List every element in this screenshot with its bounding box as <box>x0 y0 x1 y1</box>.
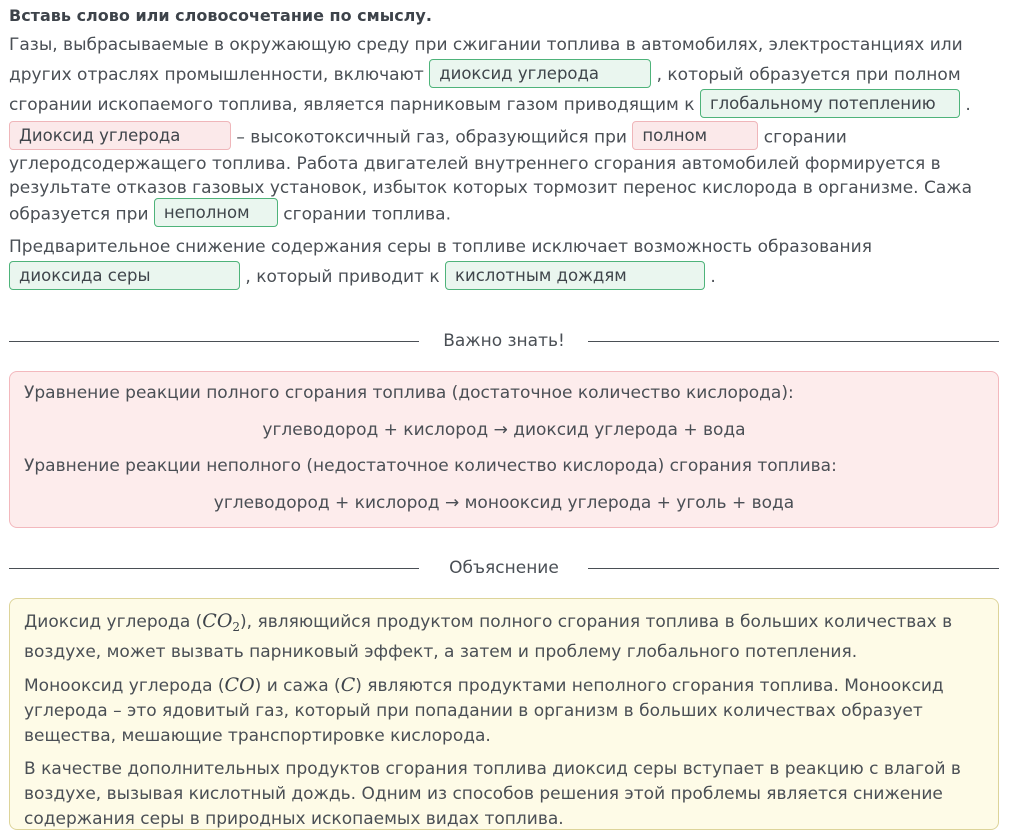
answer-gap-complete-wrong[interactable]: полном <box>632 121 758 150</box>
answer-gap-global-warming[interactable]: глобальному потеплению <box>700 89 960 118</box>
exercise-page <box>9 0 999 829</box>
task-title: Вставь слово или словосочетание по смыслу. <box>9 6 432 25</box>
para3-text-1: Предварительное снижение содержания серы в топливе исключает возможность образования <box>9 237 872 257</box>
answer-gap-acid-rain[interactable]: кислотным дождям <box>445 261 705 290</box>
para1-text-2: , который образуется при полном сгорании ископаемого топлива, является парниковым газом приводящим к <box>9 65 961 115</box>
explanation-paragraph-3: В качестве дополнительных продуктов сгорания топлива диоксид серы вступает в реакцию с влагой в воздухе, вызывая кислотный дождь. Одним из способов решения этой проблемы является снижение содержания серы в природных ископаемых видах топлива. <box>24 759 961 829</box>
formula-co2 <box>202 610 240 632</box>
formula-co: CO <box>224 674 255 696</box>
divider-label-explanation: Объяснение <box>449 558 559 578</box>
divider-label-important: Важно знать! <box>443 331 565 351</box>
formula-c: C <box>340 674 356 696</box>
equation-incomplete-combustion: углеводород + кислород → монооксид углерода + уголь + вода <box>213 493 795 513</box>
answer-gap-sulfur-dioxide[interactable]: диоксида серы <box>9 261 240 290</box>
formula-co2-main: CO <box>202 610 233 632</box>
important-line-1: Уравнение реакции полного сгорания топлива (достаточное количество кислорода): <box>24 383 794 403</box>
explanation-paragraph-2 <box>24 673 984 749</box>
para1-text-3: . <box>959 95 971 115</box>
important-line-2: Уравнение реакции неполного (недостаточное количество кислорода) сгорания топлива: <box>24 456 837 476</box>
expl-p2-text-c: ) являются продуктами неполного сгорания топлива. Монооксид углерода – это ядовитый газ, который при попадании в организм в больших количествах образует вещества, мешающие транспортировке кислорода. <box>24 676 944 746</box>
para3-text-3: . <box>705 267 716 287</box>
expl-p1-text-b: ), являющийся продуктом полного сгорания топлива в больших количествах в воздухе, может вызвать парниковый эффект, а затем и проблему глобального потепления. <box>24 612 953 662</box>
expl-p2-text-a: Монооксид углерода ( <box>24 676 225 696</box>
explanation-box <box>9 598 999 830</box>
equation-complete-combustion: углеводород + кислород → диоксид углерода + вода <box>262 420 746 440</box>
para3-text-2: , который приводит к <box>240 267 446 287</box>
para2-text-3: сгорании топлива. <box>277 204 451 225</box>
explanation-paragraph-1 <box>24 609 984 665</box>
divider-explanation <box>9 558 999 578</box>
answer-gap-carbon-dioxide[interactable]: диоксид углерода <box>429 59 651 88</box>
divider-line-right <box>588 568 999 569</box>
expl-p2-text-b: ) и сажа ( <box>254 676 341 696</box>
important-box <box>9 371 999 528</box>
formula-co2-subscript: 2 <box>232 620 241 634</box>
divider-line-right <box>588 341 999 342</box>
divider-important <box>9 331 999 351</box>
expl-p1-text-a: Диоксид углерода ( <box>24 612 203 632</box>
answer-gap-incomplete[interactable]: неполном <box>154 198 278 227</box>
para2-text-2: сгорании углеродсодержащего топлива. Работа двигателей внутреннего сгорания автомобилей формируется в результате отказов газовых установок, избыток которых тормозит перенос кислорода в организме. Сажа образуется при <box>9 127 973 225</box>
para2-text-1: – высокотоксичный газ, образующийся при <box>231 127 633 148</box>
paragraph-1 <box>9 30 999 120</box>
paragraph-2 <box>9 123 999 229</box>
answer-gap-carbon-dioxide-wrong[interactable]: Диоксид углерода <box>9 121 231 150</box>
paragraph-3 <box>9 232 999 292</box>
para1-text-1: Газы, выбрасываемые в окружающую среду при сжигании топлива в автомобилях, электростанциях или других отраслях промышленности, включают <box>9 35 963 85</box>
